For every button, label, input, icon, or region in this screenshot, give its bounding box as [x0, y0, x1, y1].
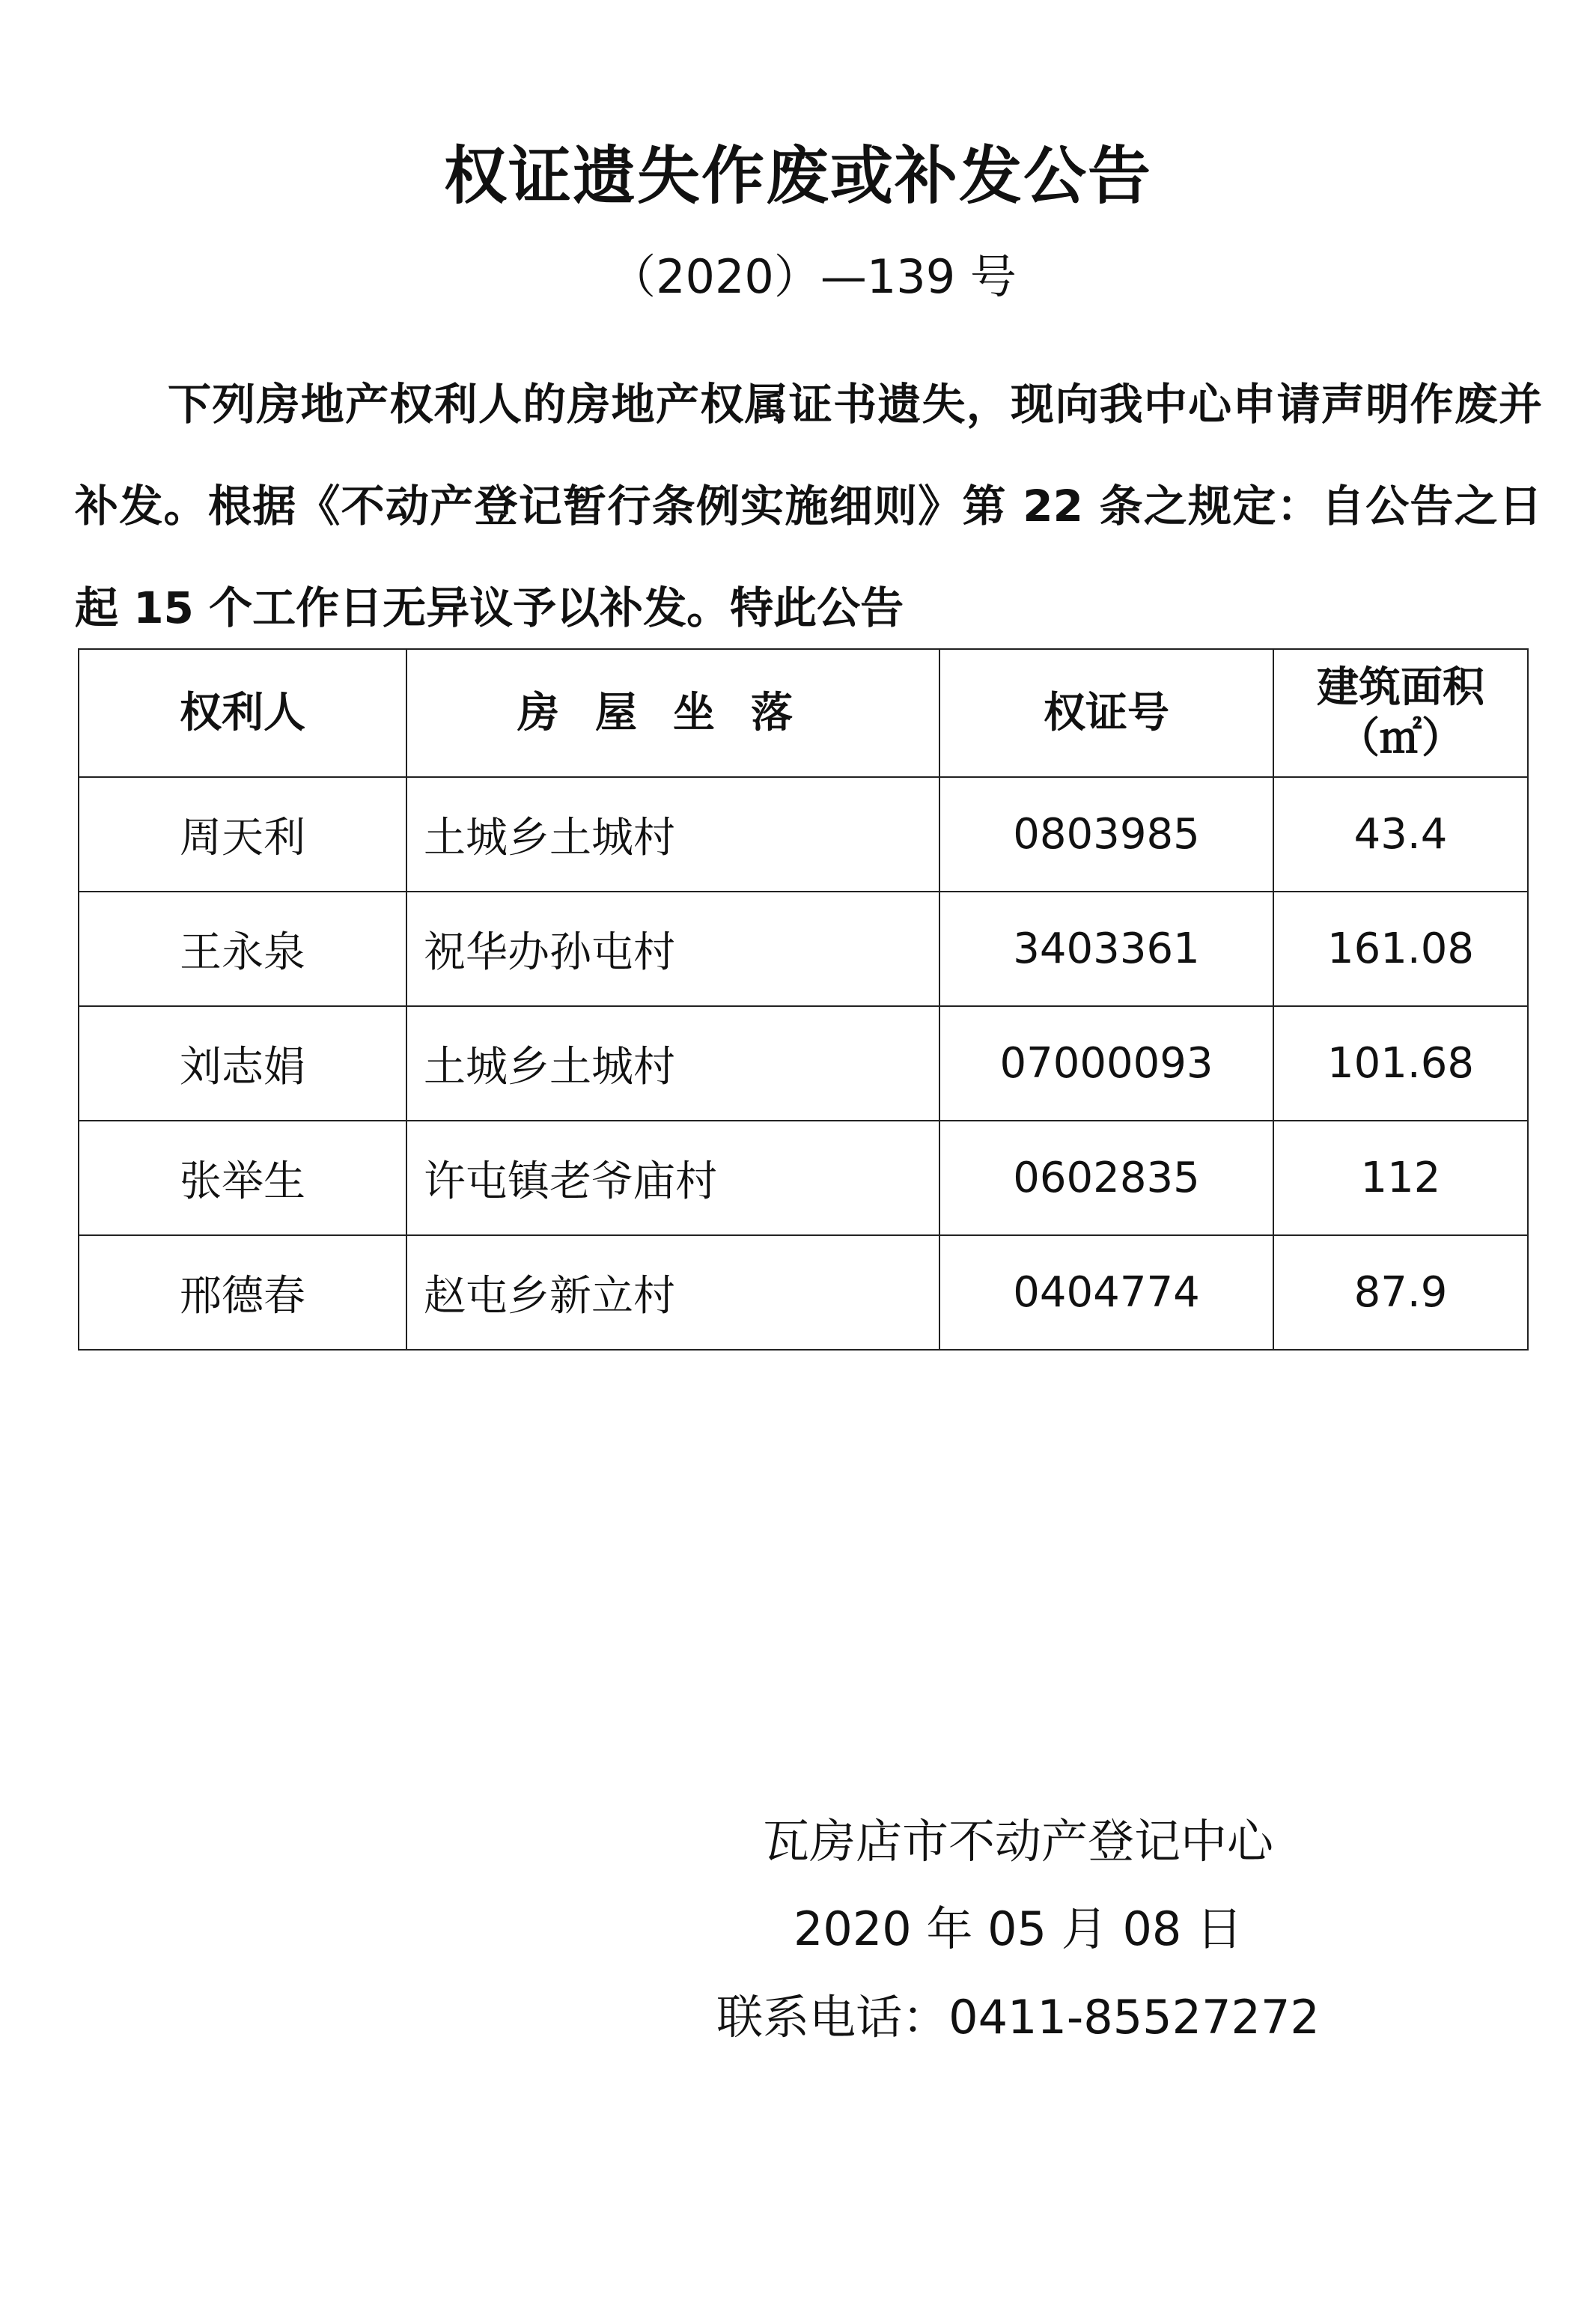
notice-title: 权证遗失作废或补发公告	[443, 139, 1152, 213]
cell-cert: 0404774	[939, 1235, 1273, 1350]
records-table	[78, 648, 1529, 1351]
cell-location: 土城乡土城村	[406, 1006, 939, 1121]
cell-cert: 3403361	[939, 892, 1273, 1006]
header-area-line1: 建筑面积	[1317, 663, 1484, 712]
table-header-row	[79, 649, 1528, 777]
cell-area: 87.9	[1273, 1235, 1528, 1350]
footer-organization: 瓦房店市不动产登记中心	[762, 1814, 1273, 1869]
footer-date: 2020 年 05 月 08 日	[793, 1901, 1243, 1956]
cell-location: 许屯镇老爷庙村	[406, 1121, 939, 1235]
table-row	[79, 892, 1528, 1006]
cell-cert: 07000093	[939, 1006, 1273, 1121]
cell-name: 刘志娟	[79, 1006, 406, 1121]
notice-body: 下列房地产权利人的房地产权属证书遗失，现向我中心申请声明作废并补发。根据《不动产登记暂行条例实施细则》第 22 条之规定：自公告之日起 15 个工作日无异议予以补发。特此公告	[75, 379, 1542, 633]
cell-location: 土城乡土城村	[406, 777, 939, 892]
cell-name: 张举生	[79, 1121, 406, 1235]
cell-cert: 0803985	[939, 777, 1273, 892]
cell-name: 邢德春	[79, 1235, 406, 1350]
cell-name: 王永泉	[79, 892, 406, 1006]
cell-area: 43.4	[1273, 777, 1528, 892]
cell-cert: 0602835	[939, 1121, 1273, 1235]
cell-location: 赵屯乡新立村	[406, 1235, 939, 1350]
header-name: 权利人	[79, 649, 406, 777]
table-row	[79, 1235, 1528, 1350]
table-row	[79, 1121, 1528, 1235]
cell-area: 101.68	[1273, 1006, 1528, 1121]
footer-phone: 联系电话：0411-85527272	[716, 1990, 1320, 2044]
header-area-line2: （㎡）	[1338, 713, 1463, 763]
header-location: 房屋坐落	[406, 649, 939, 777]
cell-area: 161.08	[1273, 892, 1528, 1006]
cell-location: 祝华办孙屯村	[406, 892, 939, 1006]
cell-area: 112	[1273, 1121, 1528, 1235]
table-row	[79, 777, 1528, 892]
table-row	[79, 1006, 1528, 1121]
cell-name: 周天利	[79, 777, 406, 892]
header-cert: 权证号	[939, 649, 1273, 777]
notice-number: （2020）—139 号	[609, 249, 1017, 304]
header-area	[1273, 649, 1528, 777]
